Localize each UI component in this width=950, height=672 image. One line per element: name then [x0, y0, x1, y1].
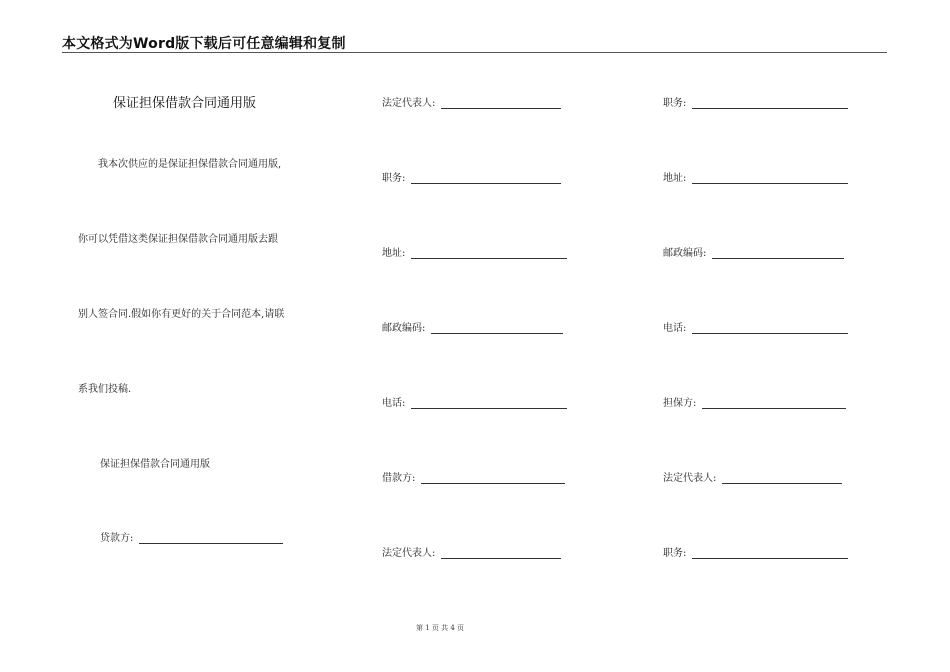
right-blank-phone: [692, 323, 848, 334]
middle-label-position: 职务:: [382, 173, 406, 184]
right-blank-postcode: [712, 248, 844, 259]
right-field-position: [663, 94, 848, 109]
middle-field-phone: [382, 394, 567, 409]
right-field-phone: [663, 319, 848, 334]
right-blank-position-2: [692, 548, 848, 559]
middle-label-phone: 电话:: [382, 398, 406, 409]
right-field-postcode: [663, 244, 844, 259]
intro-line-4: 系我们投稿.: [78, 384, 132, 395]
middle-blank-legal-rep-2: [441, 548, 561, 559]
contract-subtitle: 保证担保借款合同通用版: [100, 459, 210, 470]
intro-line-1: 我本次供应的是保证担保借款合同通用版,: [98, 159, 282, 170]
middle-field-postcode: [382, 319, 563, 334]
middle-blank-borrower: [421, 473, 565, 484]
right-blank-address: [692, 173, 848, 184]
right-blank-guarantor: [702, 398, 846, 409]
right-field-position-2: [663, 544, 848, 559]
intro-line-2: 你可以凭借这类保证担保借款合同通用版去跟: [78, 234, 278, 245]
middle-label-legal-rep: 法定代表人:: [382, 98, 436, 109]
middle-field-position: [382, 169, 561, 184]
document-title: 保证担保借款合同通用版: [113, 96, 257, 111]
middle-label-postcode: 邮政编码:: [382, 323, 426, 334]
right-label-guarantor: 担保方:: [663, 398, 697, 409]
middle-label-legal-rep-2: 法定代表人:: [382, 548, 436, 559]
lender-blank-line: [139, 533, 283, 544]
page-number-footer: 第 1 页 共 4 页: [415, 624, 465, 632]
right-field-guarantor: [663, 394, 846, 409]
header-divider: [62, 52, 887, 53]
middle-blank-legal-rep: [441, 98, 561, 109]
right-label-phone: 电话:: [663, 323, 687, 334]
lender-field: [100, 529, 283, 544]
lender-label: 贷款方:: [100, 533, 134, 544]
right-blank-position: [692, 98, 848, 109]
middle-field-address: [382, 244, 567, 259]
right-blank-legal-rep: [722, 473, 842, 484]
middle-blank-position: [411, 173, 561, 184]
right-label-postcode: 邮政编码:: [663, 248, 707, 259]
middle-label-address: 地址:: [382, 248, 406, 259]
middle-blank-address: [411, 248, 567, 259]
right-label-position: 职务:: [663, 98, 687, 109]
right-field-address: [663, 169, 848, 184]
middle-field-borrower: [382, 469, 565, 484]
right-label-legal-rep: 法定代表人:: [663, 473, 717, 484]
right-field-legal-rep: [663, 469, 842, 484]
middle-field-legal-rep: [382, 94, 561, 109]
middle-blank-postcode: [431, 323, 563, 334]
right-label-position-2: 职务:: [663, 548, 687, 559]
middle-label-borrower: 借款方:: [382, 473, 416, 484]
intro-line-3: 别人签合同.假如你有更好的关于合同范本,请联: [78, 309, 285, 320]
middle-blank-phone: [411, 398, 567, 409]
header-title: 本文格式为Word版下载后可任意编辑和复制: [62, 36, 346, 52]
middle-field-legal-rep-2: [382, 544, 561, 559]
right-label-address: 地址:: [663, 173, 687, 184]
